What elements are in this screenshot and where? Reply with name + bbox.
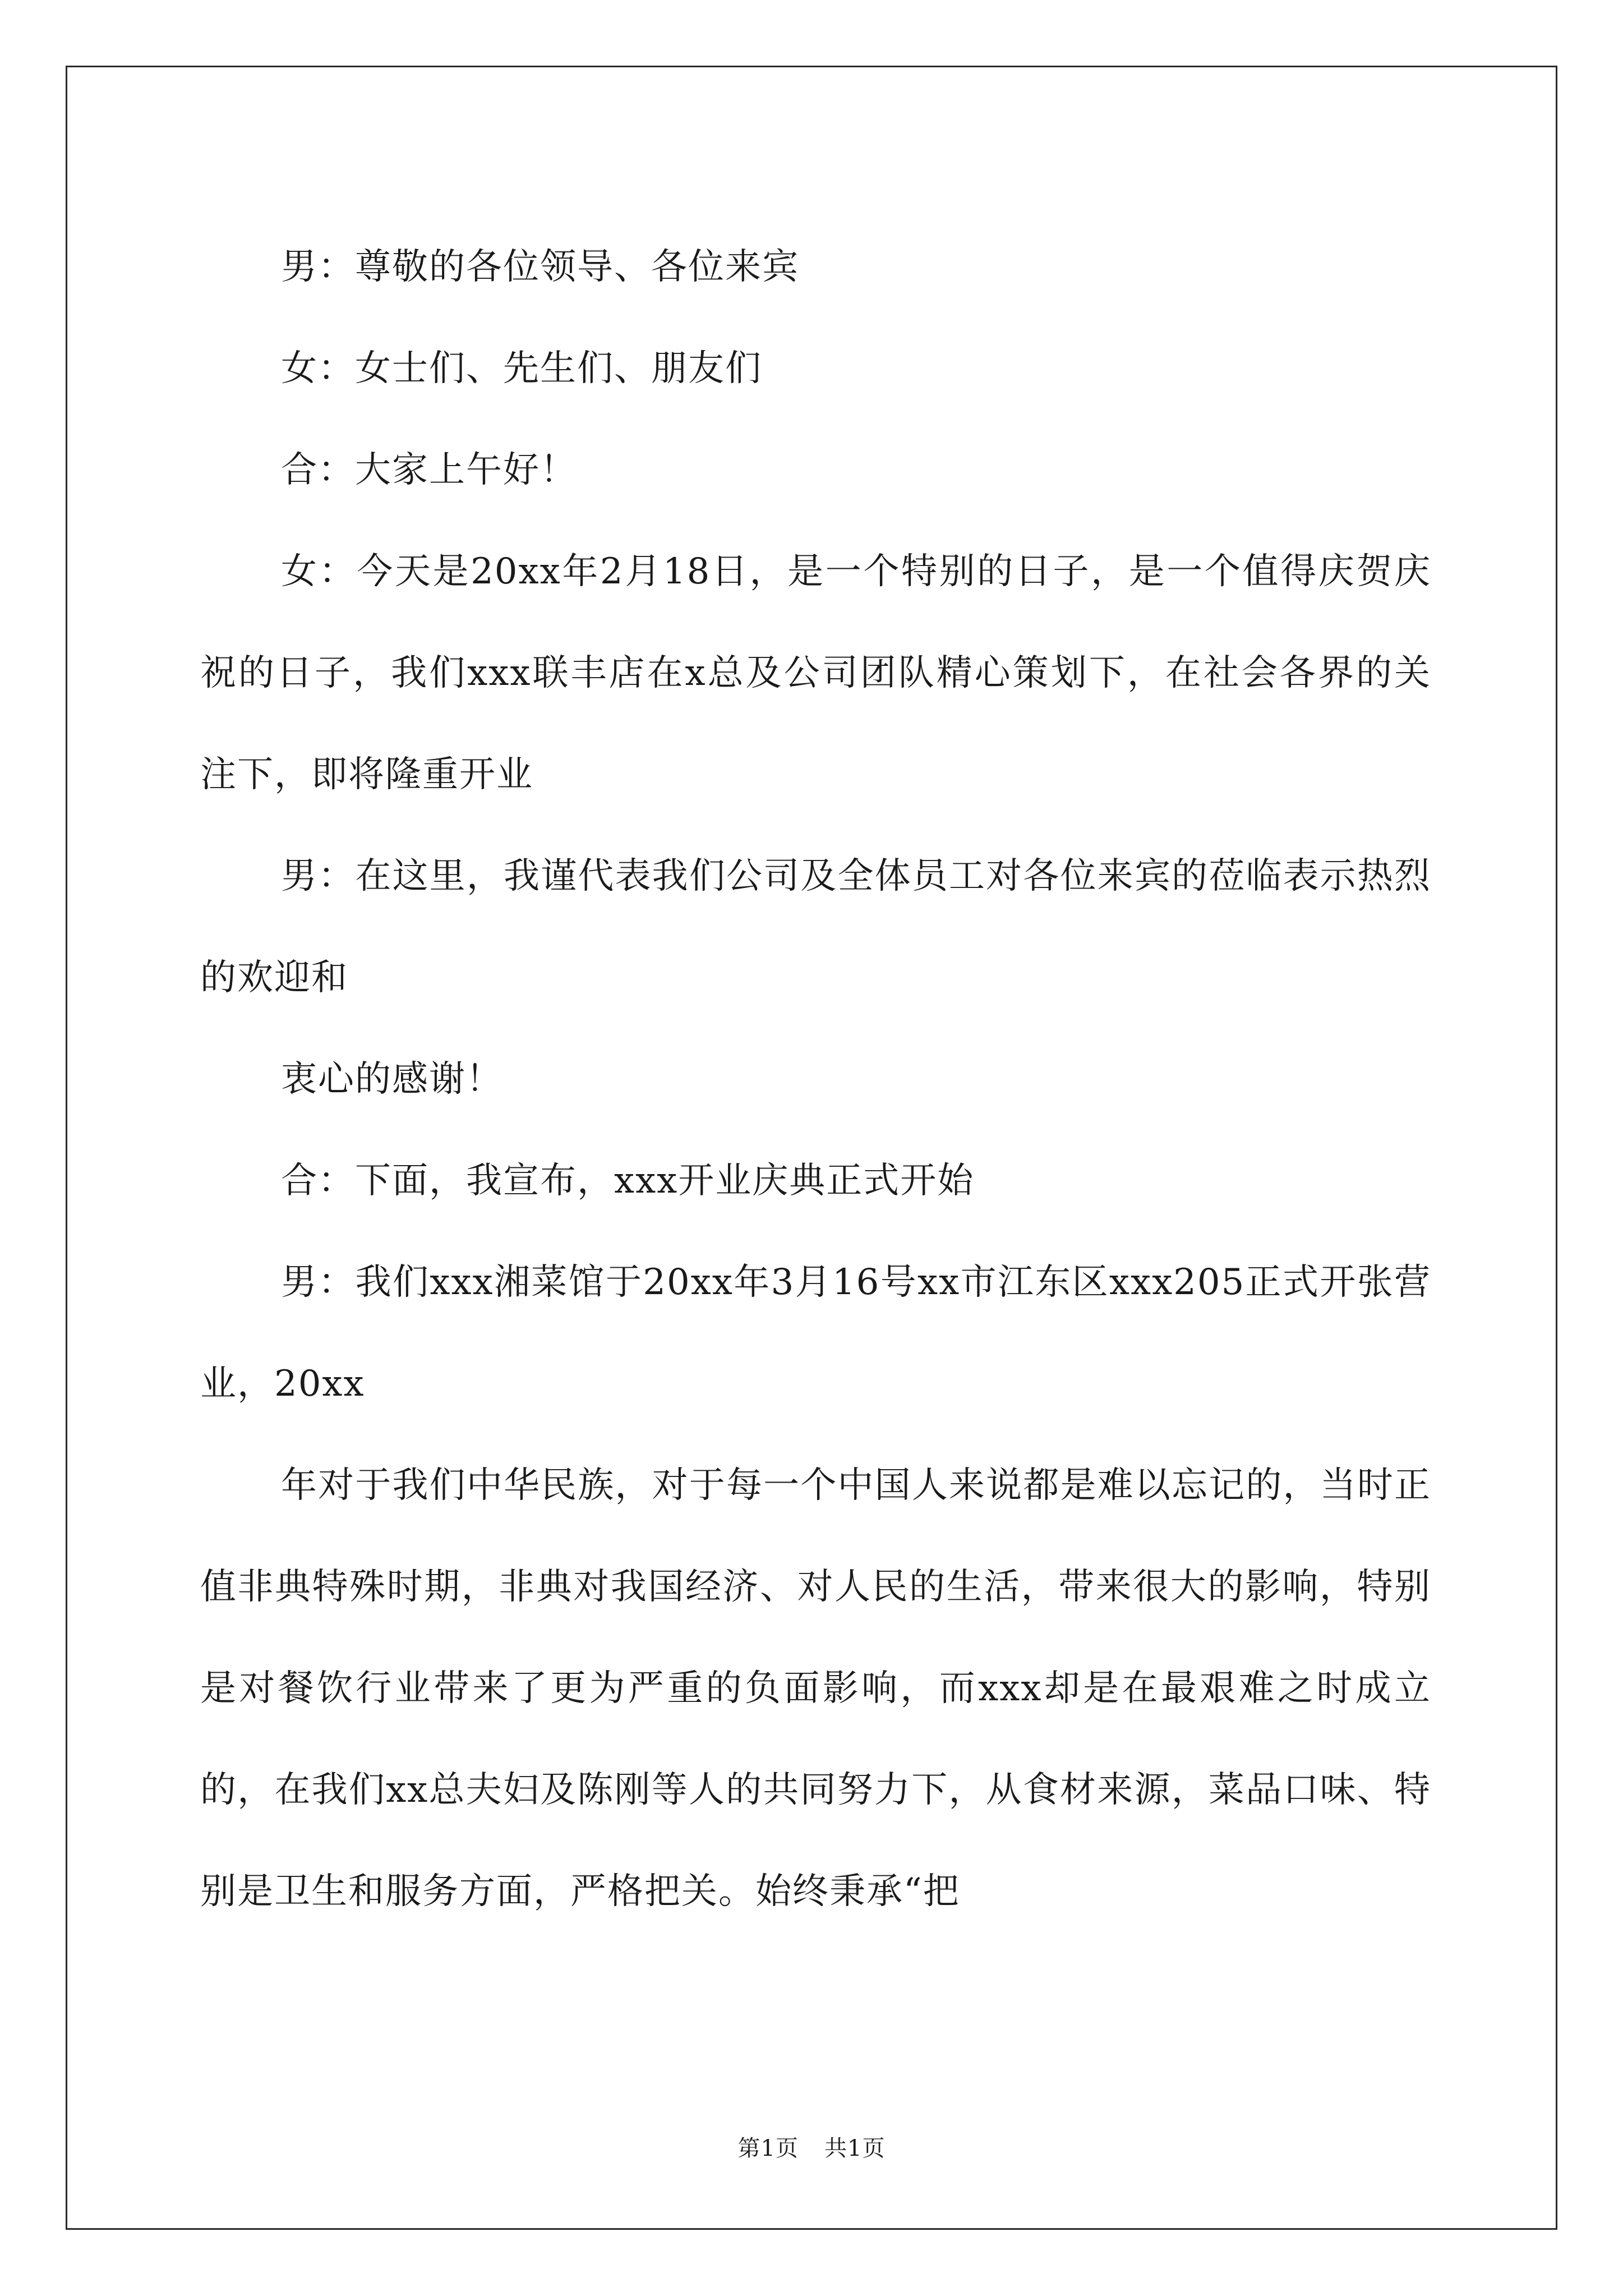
paragraph-3: 合：大家上午好！ <box>281 449 577 491</box>
paragraph-9: 年对于我们中华民族，对于每一个中国人来说都是难以忘记的，当时正值非典特殊时期，非典对我国经济、对人民的生活，带来很大的影响，特别是对餐饮行业带来了更为严重的负面影响，而xxx却是在最艰难之时成立的，在我们xx总夫妇及陈刚等人的共同努力下，从食材来源，菜品口味、特别是卫生和服务方面，严格把关。始终秉承“把 <box>200 1465 1431 1912</box>
page-footer <box>0 2134 1623 2162</box>
document-body <box>200 217 1431 1943</box>
paragraph-4: 女：今天是20xx年2月18日，是一个特别的日子，是一个值得庆贺庆祝的日子，我们xxx联丰店在x总及公司团队精心策划下，在社会各界的关注下，即将隆重开业 <box>200 551 1431 795</box>
paragraph-7: 合：下面，我宣布，xxx开业庆典正式开始 <box>281 1160 975 1202</box>
paragraph-8: 男：我们xxx湘菜馆于20xx年3月16号xx市江东区xxx205正式开张营业，20xx <box>200 1262 1431 1405</box>
paragraph-2: 女：女士们、先生们、朋友们 <box>281 348 762 389</box>
paragraph-1: 男：尊敬的各位领导、各位来宾 <box>281 246 799 288</box>
page-total: 共1页 <box>824 2136 886 2161</box>
page-number: 第1页 <box>737 2136 799 2161</box>
paragraph-6: 衷心的感谢！ <box>281 1059 503 1100</box>
paragraph-5: 男：在这里，我谨代表我们公司及全体员工对各位来宾的莅临表示热烈的欢迎和 <box>200 855 1431 999</box>
